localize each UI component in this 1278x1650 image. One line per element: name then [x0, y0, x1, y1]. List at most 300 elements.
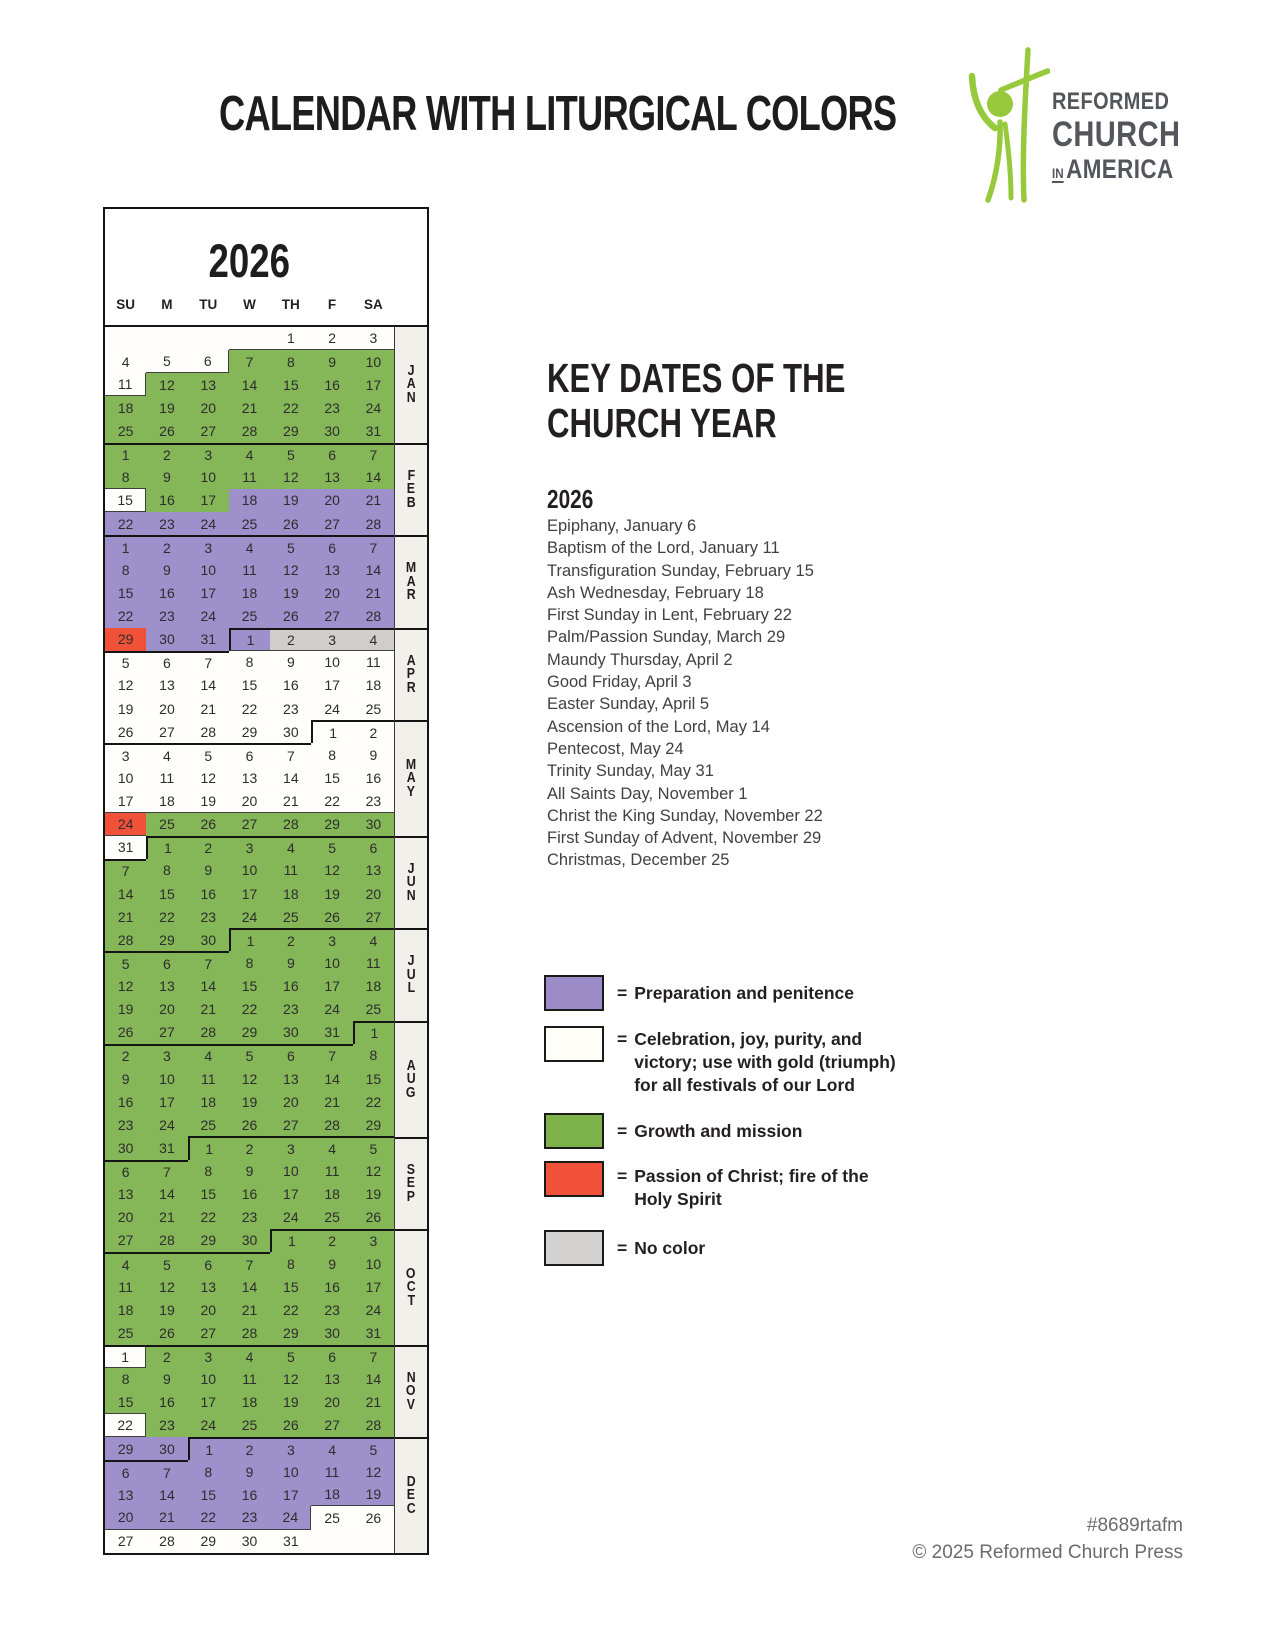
calendar-day-cell: 30	[146, 1437, 187, 1460]
calendar-day-cell: 9	[229, 1460, 270, 1483]
calendar-day-cell: 8	[188, 1460, 229, 1483]
calendar-day-cell: 23	[311, 1298, 352, 1321]
calendar-day-cell: 28	[146, 1229, 187, 1252]
calendar-day-cell: 15	[353, 1067, 394, 1090]
key-date-item: Good Friday, April 3	[547, 673, 692, 692]
calendar-day-cell	[229, 327, 270, 350]
calendar-day-cell: 12	[311, 859, 352, 882]
key-date-item: Epiphany, January 6	[547, 517, 697, 535]
legend-equals: =	[617, 1166, 628, 1186]
key-date-item: Ash Wednesday, February 18	[547, 583, 764, 602]
calendar-day-cell: 30	[229, 1229, 270, 1252]
day-header-su: SU	[116, 297, 136, 312]
calendar-day-cell: 11	[311, 1160, 352, 1183]
calendar-day-cell: 7	[353, 1345, 394, 1368]
calendar-day-cell: 10	[229, 859, 270, 882]
calendar-day-cell: 4	[270, 836, 311, 859]
footer	[912, 1512, 1183, 1566]
calendar-day-cell: 5	[353, 1136, 394, 1159]
calendar-day-cell: 9	[146, 466, 187, 489]
calendar-day-cell: 2	[229, 1136, 270, 1159]
calendar-day-cell: 4	[311, 1136, 352, 1159]
calendar-day-cell: 18	[105, 1298, 146, 1321]
calendar-day-cell: 17	[188, 489, 229, 512]
calendar-day-cell: 5	[105, 651, 146, 674]
calendar-day-cell: 22	[188, 1506, 229, 1529]
calendar-day-cell: 15	[311, 766, 352, 789]
calendar-day-cell: 17	[270, 1483, 311, 1506]
legend-label-line: Preparation and penitence	[634, 983, 855, 1003]
calendar-day-cell: 31	[353, 420, 394, 443]
calendar-day-cell	[353, 1530, 394, 1553]
calendar-day-cell: 4	[229, 443, 270, 466]
calendar-day-cell: 3	[188, 443, 229, 466]
calendar-day-cell: 19	[270, 489, 311, 512]
calendar-day-cell: 13	[105, 1183, 146, 1206]
calendar-day-cell: 13	[146, 975, 187, 998]
calendar-day-cell: 27	[229, 813, 270, 836]
key-date-item: Baptism of the Lord, January 11	[547, 539, 780, 558]
calendar-day-cell: 9	[146, 558, 187, 581]
calendar-day-cell: 16	[105, 1090, 146, 1113]
calendar-day-cell: 8	[105, 1368, 146, 1391]
calendar-day-cell: 25	[353, 998, 394, 1021]
calendar-day-cell: 29	[270, 1321, 311, 1344]
calendar-day-cell: 16	[270, 975, 311, 998]
calendar-day-cell: 28	[311, 1113, 352, 1136]
calendar-day-cell: 3	[353, 1229, 394, 1252]
calendar-day-cell: 7	[353, 443, 394, 466]
calendar-day-cell: 22	[105, 512, 146, 535]
calendar-day-cell: 17	[229, 882, 270, 905]
calendar-day-cell: 10	[188, 466, 229, 489]
calendar-day-cell: 12	[105, 975, 146, 998]
calendar-day-cell: 21	[311, 1090, 352, 1113]
calendar-day-cell: 12	[270, 1368, 311, 1391]
calendar-day-cell: 23	[270, 697, 311, 720]
calendar-day-cell: 30	[311, 420, 352, 443]
calendar-day-cell: 26	[353, 1206, 394, 1229]
calendar-day-cell: 21	[353, 489, 394, 512]
calendar-day-cell: 3	[188, 535, 229, 558]
legend-label-line: Celebration, joy, purity, and	[634, 1029, 863, 1049]
calendar-day-cell: 5	[270, 1345, 311, 1368]
calendar-day-cell: 9	[146, 1368, 187, 1391]
calendar-day-cell: 30	[105, 1136, 146, 1159]
calendar-day-cell: 4	[188, 1044, 229, 1067]
key-dates-year: 2026	[547, 484, 594, 514]
calendar-day-cell: 25	[229, 512, 270, 535]
calendar-day-cell: 21	[105, 905, 146, 928]
calendar-day-cell: 27	[188, 1321, 229, 1344]
calendar-day-cell: 18	[353, 975, 394, 998]
calendar-day-cell: 6	[311, 535, 352, 558]
calendar-day-cell: 25	[311, 1206, 352, 1229]
calendar-day-cell: 9	[311, 1252, 352, 1275]
calendar-day-cell: 5	[146, 1252, 187, 1275]
month-label-column	[394, 327, 427, 1553]
month-label-jul: J U L	[395, 928, 427, 1021]
day-header-th: TH	[281, 297, 300, 312]
calendar-day-cell: 12	[146, 1275, 187, 1298]
calendar-day-cell: 28	[270, 813, 311, 836]
calendar-day-cell: 28	[188, 720, 229, 743]
calendar-day-cell: 5	[270, 443, 311, 466]
page-title: CALENDAR WITH LITURGICAL COLORS	[218, 87, 897, 141]
calendar-day-cell: 13	[105, 1483, 146, 1506]
calendar-day-cell: 20	[353, 882, 394, 905]
calendar-day-cell: 15	[188, 1483, 229, 1506]
calendar-day-cell: 23	[229, 1206, 270, 1229]
calendar-day-cell: 27	[188, 420, 229, 443]
calendar-day-cell: 6	[229, 743, 270, 766]
calendar-day-cell: 7	[146, 1460, 187, 1483]
calendar-day-cell: 3	[105, 743, 146, 766]
calendar-day-cell: 18	[146, 790, 187, 813]
month-label-jan: J A N	[395, 327, 427, 443]
calendar-day-cell: 9	[270, 651, 311, 674]
calendar-day-cell: 13	[188, 1275, 229, 1298]
calendar-day-cell: 24	[146, 1113, 187, 1136]
calendar-day-cell: 2	[311, 327, 352, 350]
day-of-week-header-row	[105, 297, 394, 312]
calendar-day-cell: 12	[229, 1067, 270, 1090]
calendar-day-cell: 4	[229, 535, 270, 558]
calendar-day-cell: 9	[311, 350, 352, 373]
calendar-day-cell: 9	[270, 951, 311, 974]
calendar-day-cell: 18	[105, 396, 146, 419]
calendar-day-cell: 15	[270, 1275, 311, 1298]
calendar-day-cell: 26	[311, 905, 352, 928]
calendar-day-cell: 19	[270, 1391, 311, 1414]
liturgical-calendar	[103, 207, 429, 1555]
calendar-day-cell: 1	[270, 327, 311, 350]
calendar-day-cell: 12	[270, 466, 311, 489]
calendar-body	[105, 327, 427, 1553]
calendar-day-cell: 23	[270, 998, 311, 1021]
calendar-day-cell: 15	[105, 1391, 146, 1414]
calendar-day-cell: 20	[270, 1090, 311, 1113]
calendar-day-cell: 27	[311, 512, 352, 535]
calendar-day-cell: 1	[105, 1345, 146, 1368]
calendar-day-cell: 2	[146, 1345, 187, 1368]
calendar-day-cell: 11	[229, 466, 270, 489]
calendar-day-cell: 1	[270, 1229, 311, 1252]
calendar-day-cell: 22	[105, 1414, 146, 1437]
calendar-day-cell: 31	[311, 1021, 352, 1044]
calendar-day-cell: 14	[188, 975, 229, 998]
calendar-day-cell: 11	[229, 1368, 270, 1391]
month-label-jun: J U N	[395, 836, 427, 929]
key-date-item: Maundy Thursday, April 2	[547, 650, 733, 669]
calendar-day-cell: 19	[270, 581, 311, 604]
calendar-day-cell	[146, 327, 187, 350]
calendar-day-cell: 22	[270, 1298, 311, 1321]
calendar-day-cell: 25	[105, 1321, 146, 1344]
calendar-day-cell: 27	[311, 605, 352, 628]
calendar-day-cell: 1	[353, 1021, 394, 1044]
calendar-day-cell: 16	[229, 1183, 270, 1206]
calendar-day-cell: 5	[229, 1044, 270, 1067]
calendar-day-cell: 10	[311, 651, 352, 674]
calendar-day-cell: 14	[229, 373, 270, 396]
calendar-day-cell: 25	[353, 697, 394, 720]
calendar-day-cell: 11	[311, 1460, 352, 1483]
calendar-day-cell: 8	[270, 350, 311, 373]
calendar-day-cell: 1	[105, 443, 146, 466]
calendar-day-cell: 14	[146, 1483, 187, 1506]
calendar-day-cell: 7	[229, 1252, 270, 1275]
calendar-day-cell: 29	[270, 420, 311, 443]
calendar-day-cell: 17	[188, 1391, 229, 1414]
calendar-day-cell: 24	[229, 905, 270, 928]
calendar-day-cell: 9	[105, 1067, 146, 1090]
calendar-day-cell: 8	[353, 1044, 394, 1067]
calendar-day-cell: 3	[188, 1345, 229, 1368]
calendar-day-cell: 3	[311, 628, 352, 651]
calendar-day-cell: 4	[105, 1252, 146, 1275]
calendar-day-cell: 4	[229, 1345, 270, 1368]
calendar-day-cell: 10	[311, 951, 352, 974]
calendar-day-cell: 27	[353, 905, 394, 928]
calendar-day-cell: 28	[353, 1414, 394, 1437]
calendar-day-cell: 5	[146, 350, 187, 373]
calendar-day-cell: 27	[146, 720, 187, 743]
day-header-tu: TU	[199, 297, 218, 312]
legend-row-white	[544, 1026, 896, 1097]
calendar-day-cell: 15	[105, 581, 146, 604]
calendar-day-cell: 3	[311, 928, 352, 951]
calendar-day-cell: 6	[353, 836, 394, 859]
calendar-day-cell: 26	[146, 420, 187, 443]
calendar-day-cell: 21	[353, 1391, 394, 1414]
day-header-sa: SA	[363, 297, 383, 312]
calendar-day-cell: 4	[105, 350, 146, 373]
calendar-day-cell: 8	[146, 859, 187, 882]
calendar-day-cell: 7	[311, 1044, 352, 1067]
legend-row-gray	[544, 1230, 705, 1266]
calendar-day-cell: 14	[353, 1368, 394, 1391]
calendar-day-cell: 30	[270, 720, 311, 743]
calendar-day-cell: 5	[105, 951, 146, 974]
calendar-day-cell: 28	[229, 420, 270, 443]
calendar-day-cell: 23	[146, 512, 187, 535]
calendar-day-cell: 16	[311, 1275, 352, 1298]
calendar-day-cell: 24	[353, 1298, 394, 1321]
day-header-f: F	[327, 297, 337, 312]
logo-line-america	[1052, 156, 1180, 183]
calendar-day-cell: 21	[270, 790, 311, 813]
calendar-day-cell: 20	[311, 489, 352, 512]
legend-row-purple	[544, 975, 854, 1011]
calendar-day-cell: 25	[270, 905, 311, 928]
calendar-day-cell: 16	[353, 766, 394, 789]
calendar-day-cell: 28	[188, 1021, 229, 1044]
calendar-day-cell: 22	[229, 697, 270, 720]
calendar-day-cell: 22	[229, 998, 270, 1021]
calendar-day-cell: 22	[146, 905, 187, 928]
calendar-day-cell: 30	[311, 1321, 352, 1344]
calendar-day-cell: 11	[353, 651, 394, 674]
key-date-item: Easter Sunday, April 5	[547, 695, 710, 714]
calendar-day-cell: 31	[105, 836, 146, 859]
calendar-day-cell: 22	[353, 1090, 394, 1113]
calendar-day-cell: 26	[270, 512, 311, 535]
key-date-item: Trinity Sunday, May 31	[547, 762, 714, 781]
calendar-day-cell: 6	[311, 1345, 352, 1368]
calendar-day-cell: 27	[105, 1530, 146, 1553]
calendar-day-cell: 28	[146, 1530, 187, 1553]
calendar-day-cell: 20	[146, 998, 187, 1021]
calendar-day-cell: 6	[105, 1160, 146, 1183]
calendar-day-cell: 16	[270, 674, 311, 697]
calendar-day-cell: 24	[270, 1206, 311, 1229]
legend-equals: =	[617, 1029, 628, 1049]
calendar-day-cell: 29	[353, 1113, 394, 1136]
logo-america: AMERICA	[1066, 154, 1174, 184]
calendar-day-cell: 20	[311, 1391, 352, 1414]
key-date-item: First Sunday of Advent, November 29	[547, 829, 822, 848]
calendar-day-cell: 18	[353, 674, 394, 697]
legend-label-line: Growth and mission	[634, 1121, 803, 1141]
calendar-day-cell: 13	[311, 1368, 352, 1391]
calendar-grid	[105, 327, 394, 1553]
calendar-day-cell: 14	[353, 558, 394, 581]
calendar-day-cell: 14	[229, 1275, 270, 1298]
calendar-day-cell: 17	[311, 975, 352, 998]
calendar-day-cell: 17	[188, 581, 229, 604]
calendar-day-cell: 10	[188, 1368, 229, 1391]
calendar-day-cell: 27	[146, 1021, 187, 1044]
calendar-day-cell: 3	[353, 327, 394, 350]
key-date-item: Christmas, December 25	[547, 851, 730, 870]
legend-equals: =	[617, 1121, 628, 1141]
calendar-day-cell: 7	[188, 651, 229, 674]
key-dates-list	[547, 515, 823, 872]
legend-equals: =	[617, 1238, 628, 1258]
calendar-day-cell: 8	[105, 466, 146, 489]
calendar-day-cell: 14	[353, 466, 394, 489]
calendar-day-cell: 27	[311, 1414, 352, 1437]
calendar-day-cell: 19	[105, 697, 146, 720]
calendar-day-cell: 8	[105, 558, 146, 581]
calendar-day-cell: 7	[188, 951, 229, 974]
legend-row-green	[544, 1113, 802, 1149]
calendar-day-cell: 13	[311, 466, 352, 489]
calendar-day-cell: 4	[353, 628, 394, 651]
calendar-day-cell: 22	[311, 790, 352, 813]
calendar-day-cell: 19	[353, 1483, 394, 1506]
calendar-day-cell: 11	[270, 859, 311, 882]
calendar-day-cell: 11	[105, 1275, 146, 1298]
calendar-day-cell: 8	[270, 1252, 311, 1275]
calendar-day-cell: 9	[353, 743, 394, 766]
calendar-day-cell: 2	[146, 535, 187, 558]
calendar-day-cell: 16	[146, 581, 187, 604]
footer-code: #8689rtafm	[1086, 1515, 1183, 1536]
calendar-day-cell: 7	[229, 350, 270, 373]
calendar-day-cell: 15	[188, 1183, 229, 1206]
calendar-day-cell: 29	[146, 928, 187, 951]
calendar-day-cell: 19	[105, 998, 146, 1021]
calendar-day-cell: 15	[229, 674, 270, 697]
calendar-day-cell: 13	[353, 859, 394, 882]
calendar-day-cell: 30	[353, 813, 394, 836]
calendar-day-cell: 25	[311, 1506, 352, 1529]
calendar-day-cell: 3	[270, 1136, 311, 1159]
calendar-day-cell: 14	[270, 766, 311, 789]
calendar-day-cell: 13	[270, 1067, 311, 1090]
month-label-oct: O C T	[395, 1229, 427, 1345]
day-header-w: W	[243, 297, 256, 312]
calendar-day-cell: 2	[229, 1437, 270, 1460]
calendar-day-cell: 29	[188, 1229, 229, 1252]
month-label-sep: S E P	[395, 1137, 427, 1230]
calendar-day-cell: 18	[229, 1391, 270, 1414]
calendar-day-cell: 24	[311, 998, 352, 1021]
calendar-day-cell: 6	[188, 1252, 229, 1275]
month-label-may: M A Y	[395, 720, 427, 836]
calendar-day-cell: 8	[229, 951, 270, 974]
calendar-day-cell: 22	[105, 605, 146, 628]
calendar-day-cell	[311, 1530, 352, 1553]
calendar-day-cell: 29	[229, 720, 270, 743]
calendar-day-cell: 23	[311, 396, 352, 419]
key-date-item: Christ the King Sunday, November 22	[547, 806, 823, 825]
calendar-day-cell: 12	[270, 558, 311, 581]
calendar-day-cell: 7	[270, 743, 311, 766]
calendar-day-cell: 19	[229, 1090, 270, 1113]
calendar-day-cell: 5	[270, 535, 311, 558]
calendar-day-cell: 17	[105, 790, 146, 813]
calendar-day-cell: 26	[229, 1113, 270, 1136]
rca-logo	[958, 46, 1188, 206]
calendar-day-cell: 6	[188, 350, 229, 373]
calendar-day-cell: 11	[105, 373, 146, 396]
calendar-day-cell: 29	[105, 628, 146, 651]
calendar-day-cell: 20	[146, 697, 187, 720]
calendar-day-cell: 11	[146, 766, 187, 789]
calendar-day-cell: 30	[229, 1530, 270, 1553]
calendar-day-cell	[188, 327, 229, 350]
calendar-day-cell: 22	[270, 396, 311, 419]
calendar-day-cell: 7	[353, 535, 394, 558]
calendar-day-cell: 12	[188, 766, 229, 789]
calendar-day-cell: 17	[270, 1183, 311, 1206]
calendar-year: 2026	[208, 234, 291, 287]
calendar-day-cell: 2	[146, 443, 187, 466]
calendar-day-cell: 16	[146, 489, 187, 512]
calendar-day-cell: 13	[229, 766, 270, 789]
calendar-day-cell: 28	[353, 512, 394, 535]
calendar-day-cell: 28	[105, 928, 146, 951]
calendar-day-cell: 23	[105, 1113, 146, 1136]
calendar-day-cell: 1	[188, 1437, 229, 1460]
calendar-day-cell: 10	[270, 1160, 311, 1183]
month-label-apr: A P R	[395, 628, 427, 721]
calendar-day-cell: 6	[146, 951, 187, 974]
calendar-day-cell: 31	[188, 628, 229, 651]
calendar-day-cell: 31	[353, 1321, 394, 1344]
calendar-day-cell: 24	[188, 512, 229, 535]
calendar-day-cell: 18	[188, 1090, 229, 1113]
calendar-day-cell: 19	[353, 1183, 394, 1206]
calendar-day-cell: 18	[229, 489, 270, 512]
calendar-day-cell: 2	[353, 720, 394, 743]
calendar-day-cell: 6	[311, 443, 352, 466]
calendar-day-cell: 16	[188, 882, 229, 905]
legend-label-line: victory; use with gold (triumph)	[634, 1052, 896, 1072]
